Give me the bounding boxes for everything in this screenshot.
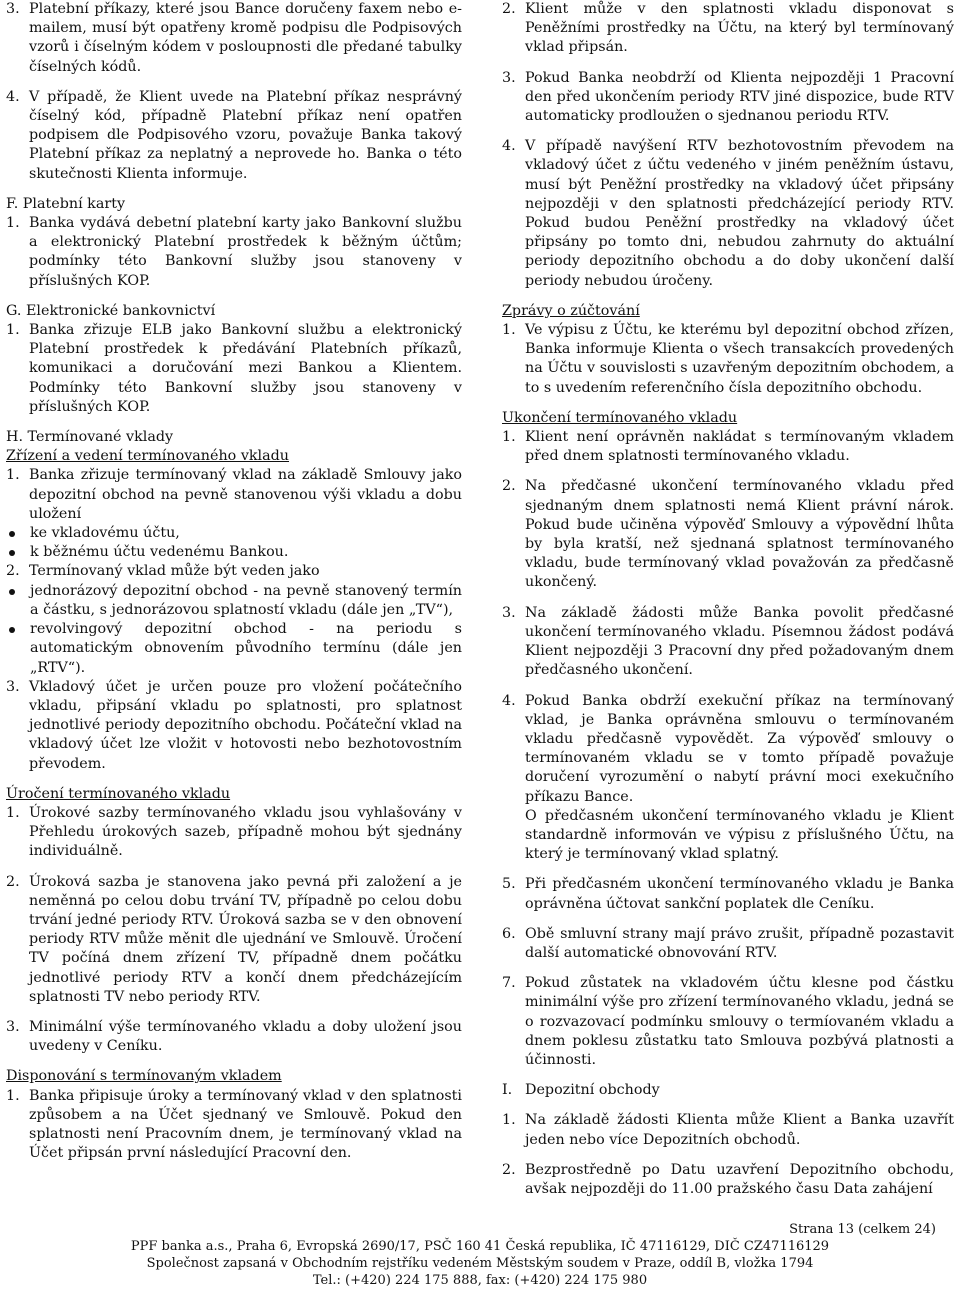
section-heading-f: F. Platební karty [6, 195, 126, 212]
paragraph-3 [6, 0, 462, 77]
section-h-item-3 [6, 678, 462, 774]
ukonceni-item: 1. Klient není oprávněn nakládat s termínovaným vkladem před dnem splatnosti termínovaného vkladu. [502, 429, 954, 465]
paragraph-text: Platební příkazy, které jsou Bance doručeny faxem nebo e-mailem, musí být opatřeny kromě podpisu dle Podpisových vzorů i číselným kódem v posloupnosti dle předané tabulky číselných kódů. [29, 1, 462, 75]
heading-disponovani: Disponování s termínovaným vkladem [6, 1068, 282, 1085]
disponovani-item: 3. Pokud Banka neobdrží od Klienta nejpozději 1 Pracovní den před ukončením periody RTV jiné dispozice, bude RTV automaticky prodloužen o sjednanou periodu RTV. [502, 69, 954, 125]
section-f-item-1 [6, 214, 462, 291]
item-number: 3. [6, 678, 20, 695]
heading-ukonceni: Ukončení termínovaného vkladu [502, 409, 738, 426]
section-h-item-2 [6, 562, 462, 581]
bullet-icon [9, 589, 15, 595]
paragraph-4 [6, 88, 462, 184]
section-heading-h: H. Termínované vklady [6, 429, 174, 446]
item-number: 4. [6, 88, 20, 105]
right-column [502, 0, 954, 1199]
disponovani-item: 2. Klient může v den splatnosti vkladu disponovat s Peněžními prostředky na Účtu, na který byl termínovaný vklad připsán. [502, 1, 954, 56]
uroceni-item: 2. Úroková sazba je stanovena jako pevná při založení a je neměnná po celou dobu trvání TV, případně po celou dobu trvání jedné periody RTV. Úroková sazba se v den obnovení periody RTV může měnit dle ujednání ve Smlouvě. Úročení TV počíná dnem zřízení TV, případně dnem počátku jednotlivé periody RTV a končí dnem předcházejícím splatnosti TV nebo periody RTV. [6, 873, 462, 1005]
heading-zpravy: Zprávy o zúčtování [502, 302, 640, 319]
footer-line-register: Společnost zapsaná v Obchodním rejstříku vedeném Městským soudem v Praze, oddíl B, vložka 1794 [146, 1256, 814, 1271]
footer [0, 1221, 960, 1289]
item-number: 2. [6, 563, 20, 580]
uroceni-item: 1. Úrokové sazby termínovaného vkladu jsou vyhlašovány v Přehledu úrokových sazeb, případně mohou být sjednány individuálně. [6, 804, 462, 860]
paragraph-text: Banka vydává debetní platební karty jako Bankovní službu a elektronický Platební prostředek k běžným účtům; podmínky této Bankovní služby jsou stanoveny v příslušných KOP. [29, 215, 462, 289]
ukonceni-item: 6. Obě smluvní strany mají právo zrušit, případně pozastavit další automatické obnovování RTV. [502, 925, 954, 961]
item-number: 1. [6, 215, 20, 232]
heading-uroceni: Úročení termínovaného vkladu [6, 785, 231, 802]
bullet-icon [9, 531, 15, 537]
section-heading-g: G. Elektronické bankovnictví [6, 302, 216, 319]
bullet-icon [9, 550, 15, 556]
paragraph-text: V případě, že Klient uvede na Platební příkaz nesprávný číselný kód, případně Platební příkaz není opatřen podpisem dle Podpisového vzoru, považuje Banka takový Platební příkaz za neplatný a neprovede ho. Banka o této skutečnosti Klienta informuje. [29, 88, 462, 182]
ukonceni-item: 4. Pokud Banka obdrží exekuční příkaz na termínovaný vklad, je Banka oprávněna smlouvu o termínovaném vkladu předčasně vypovědět. Za výpověď smlouvy o termínovaném vkladu se v tomto případě považuje doručení vyrozumění o nabytí právní moci exekučního příkazu Bance. O předčasném ukončení termínovaného vkladu je Klient standardně informován ve výpisu z příslušného Účtu, na který je termínovaný vklad splatný. [502, 692, 954, 863]
section-heading-i: I. Depozitní obchody [502, 1082, 660, 1099]
footer-line-contact: Tel.: (+420) 224 175 888, fax: (+420) 224 175 980 [312, 1273, 648, 1288]
subsection-heading: Zřízení a vedení termínovaného vkladu [6, 448, 290, 465]
paragraph-text: Banka zřizuje termínovaný vklad na základě Smlouvy jako depozitní obchod na pevně stanovenou výši vkladu a dobu uložení [29, 467, 462, 522]
bullet-item: revolvingový depozitní obchod - na periodu s automatickým obnovením původního termínu (dále jen „RTV“). [6, 620, 462, 678]
depozitni-item: 1. Na základě žádosti Klienta může Klient a Banka uzavřít jeden nebo více Depozitních obchodů. [502, 1112, 954, 1148]
section-g-item-1 [6, 321, 462, 417]
item-number: 3. [6, 1, 20, 17]
item-number: 1. [6, 322, 20, 339]
item-number: 1. [6, 467, 20, 484]
depozitni-item: 2. Bezprostředně po Datu uzavření Depozitního obchodu, avšak nejpozději do 11.00 pražského času Data zahájení [502, 1161, 954, 1197]
bullet-item: ke vkladovému účtu, [6, 524, 462, 543]
ukonceni-item: 7. Pokud zůstatek na vkladovém účtu klesne pod částku minimální výše pro zřízení termínovaného vkladu, jedná se o rozvazovací podmínku smlouvy o termíovaném vkladu a dnem poklesu zůstatku tato Smlouva pozbývá platnosti a účinnosti. [502, 975, 954, 1068]
paragraph-text: Termínovaný vklad může být veden jako [29, 563, 320, 580]
ukonceni-item: 3. Na základě žádosti může Banka povolit předčasné ukončení termínovaného vkladu. Písemnou žádost podává Klient nejpozději 3 Pracovní dny před požadovaným dnem předčasného ukončení. [502, 604, 954, 679]
ukonceni-item: 2. Na předčasné ukončení termínovaného vkladu před sjednaným dnem splatnosti nemá Klient právní nárok. Pokud bude učiněna výpověď Smlouvy a výpovědní lhůta by byla kratší, než sjednaná splatnost termínovaného vkladu, bude termínovaný vklad považován za předčasně ukončený. [502, 478, 954, 591]
bullet-item: jednorázový depozitní obchod - na pevně stanovený termín a částku, s jednorázovou splatností vkladu (dále jen „TV“), [6, 582, 462, 620]
zpravy-item-1: 1. Ve výpisu z Účtu, ke kterému byl depozitní obchod zřízen, Banka informuje Klienta o všech transakcích provedených na Účtu v souvislosti s uzavřeným depozitním obchodem, a to s uvedením referenčního čísla depozitního obchodu. [502, 322, 954, 396]
ukonceni-item: 5. Při předčasném ukončení termínovaného vkladu je Banka oprávněna účtovat sankční poplatek dle Ceníku. [502, 876, 954, 912]
left-column [6, 0, 462, 1163]
disponovani-item: 4. V případě navýšení RTV bezhotovostním převodem na vkladový účet z účtu vedeného v jiném peněžním ústavu, musí být Peněžní prostředky na vkladový účet připsány nejpozději v den splatnosti předcházející periody RTV. Pokud budou Peněžní prostředky na vkladový účet připsány po tomto dni, nebudou zahrnuty do aktuální periody depozitního obchodu a do doby ukončení další periody nebudou úročeny. [502, 138, 954, 289]
paragraph-text: Vkladový účet je určen pouze pro vložení počátečního vkladu, připsání vkladu po splatnosti, pro splatnost jednotlivé periody depozitního obchodu. Počáteční vklad na vkladový účet lze vložit v hotovosti nebo bezhotovostním převodem. [29, 678, 462, 772]
paragraph-text: Banka zřizuje ELB jako Bankovní službu a elektronický Platební prostředek k předávání Platebních příkazů, komunikaci a doručování mezi Bankou a Klientem. Podmínky této Bankovní služby jsou stanoveny v příslušných KOP. [29, 322, 462, 415]
uroceni-item: 3. Minimální výše termínovaného vkladu a doby uložení jsou uvedeny v Ceníku. [6, 1018, 462, 1055]
bullet-item: k běžnému účtu vedenému Bankou. [6, 543, 462, 562]
section-h-item-1 [6, 466, 462, 524]
footer-line-company: PPF banka a.s., Praha 6, Evropská 2690/17, PSČ 160 41 Česká republika, IČ 47116129, DIČ CZ47116129 [130, 1239, 830, 1254]
disponovani-item-1: 1. Banka připisuje úroky a termínovaný vklad v den splatnosti způsobem a na Účet sjednaný ve Smlouvě. Pokud den splatnosti není Pracovním dnem, je termínovaný vklad na Účet připsán první následující Pracovní den. [6, 1087, 462, 1162]
page-number: Strana 13 (celkem 24) [789, 1222, 936, 1237]
bullet-icon [9, 627, 15, 633]
